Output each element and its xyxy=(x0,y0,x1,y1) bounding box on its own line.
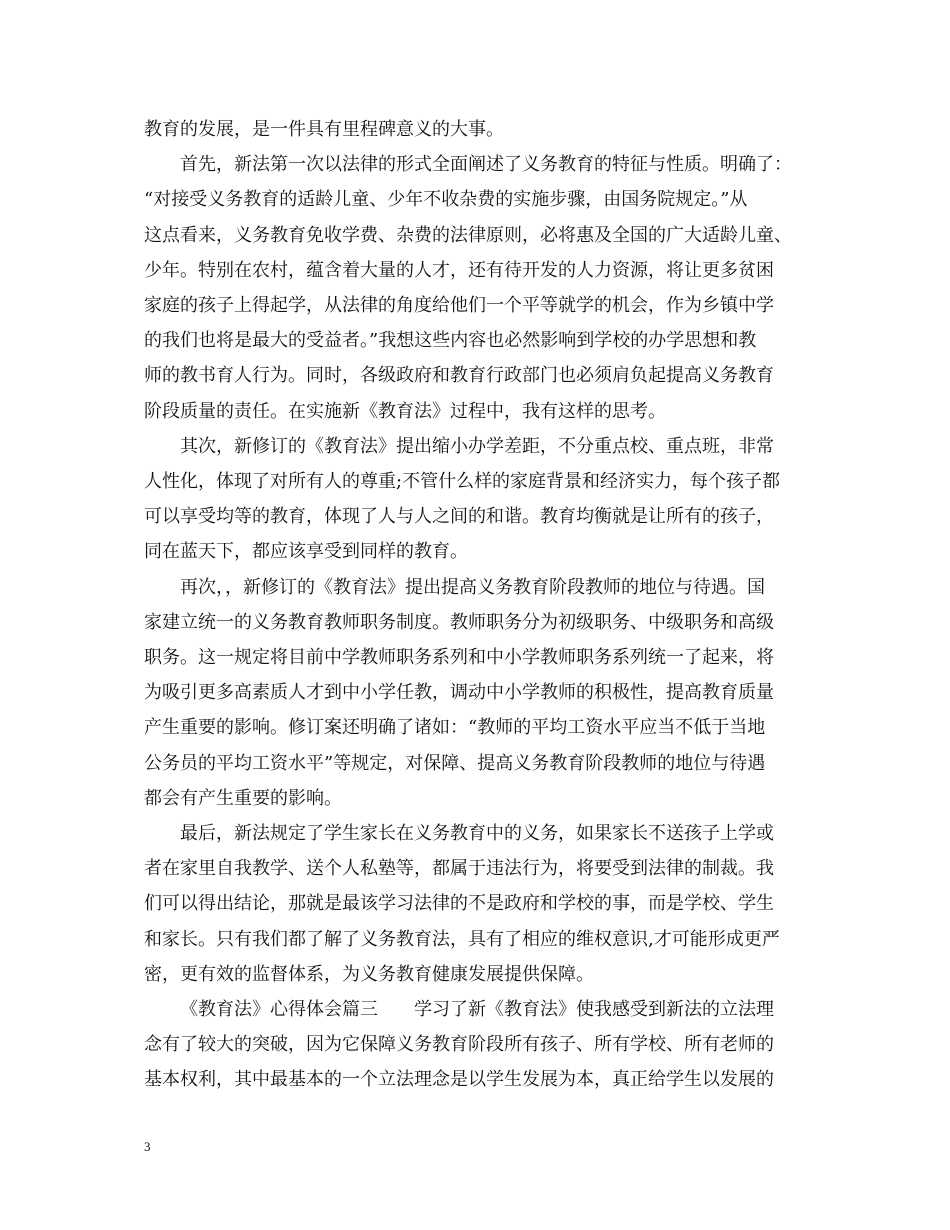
text-line: 家庭的孩子上得起学，从法律的角度给他们一个平等就学的机会，作为乡镇中学 xyxy=(144,295,774,316)
text-line: 公务员的平均工资水平”等规定，对保障、提高义务教育阶段教师的地位与待遇 xyxy=(144,753,766,774)
text-line: 最后，新法规定了学生家长在义务教育中的义务，如果家长不送孩子上学或 xyxy=(180,823,774,844)
text-line: 师的教书育人行为。同时，各级政府和教育行政部门也必须肩负起提高义务教育 xyxy=(144,365,774,386)
text-line: 职务。这一规定将目前中学教师职务系列和中小学教师职务系列统一了起来，将 xyxy=(144,647,774,668)
text-line: 再次，，新修订的《教育法》提出提高义务教育阶段教师的地位与待遇。国 xyxy=(180,577,765,598)
text-line: 首先，新法第一次以法律的形式全面阐述了义务教育的特征与性质。明确了： xyxy=(180,154,792,175)
text-line: 同在蓝天下，都应该享受到同样的教育。 xyxy=(144,541,468,562)
text-line: 都会有产生重要的影响。 xyxy=(144,788,342,809)
text-line: 念有了较大的突破，因为它保障义务教育阶段所有孩子、所有学校、所有老师的 xyxy=(144,1034,774,1055)
text-line: 人性化，体现了对所有人的尊重;不管什么样的家庭背景和经济实力，每个孩子都 xyxy=(144,471,781,492)
text-line: 者在家里自我教学、送个人私塾等，都属于违法行为，将要受到法律的制裁。我 xyxy=(144,858,774,879)
text-line: 产生重要的影响。修订案还明确了诸如：“教师的平均工资水平应当不低于当地 xyxy=(144,717,766,738)
text-line: 这点看来，义务教育免收学费、杂费的法律原则，必将惠及全国的广大适龄儿童、 xyxy=(144,225,792,246)
text-line: 和家长。只有我们都了解了义务教育法，具有了相应的维权意识,才可能形成更严 xyxy=(144,929,780,950)
text-line: 少年。特别在农村，蕴含着大量的人才，还有待开发的人力资源，将让更多贫困 xyxy=(144,260,774,281)
text-line: 教育的发展，是一件具有里程碑意义的大事。 xyxy=(144,119,504,140)
text-line: 基本权利，其中最基本的一个立法理念是以学生发展为本，真正给学生以发展的 xyxy=(144,1069,774,1090)
page-number: 3 xyxy=(144,1139,151,1154)
text-line: 其次，新修订的《教育法》提出缩小办学差距，不分重点校、重点班，非常 xyxy=(180,436,774,457)
text-line: 《教育法》心得体会篇三 学习了新《教育法》使我感受到新法的立法理 xyxy=(180,999,774,1020)
text-line: 阶段质量的责任。在实施新《教育法》过程中，我有这样的思考。 xyxy=(144,401,666,422)
text-line: “对接受义务教育的适龄儿童、少年不收杂费的实施步骤，由国务院规定。”从 xyxy=(144,189,748,210)
text-line: 家建立统一的义务教育教师职务制度。教师职务分为初级职务、中级职务和高级 xyxy=(144,612,774,633)
text-line: 为吸引更多高素质人才到中小学任教，调动中小学教师的积极性，提高教育质量 xyxy=(144,682,774,703)
text-line: 密，更有效的监督体系，为义务教育健康发展提供保障。 xyxy=(144,964,594,985)
text-line: 的我们也将是最大的受益者。”我想这些内容也必然影响到学校的办学思想和教 xyxy=(144,330,757,351)
text-line: 们可以得出结论，那就是最该学习法律的不是政府和学校的事，而是学校、学生 xyxy=(144,893,774,914)
text-line: 可以享受均等的教育，体现了人与人之间的和谐。教育均衡就是让所有的孩子， xyxy=(144,506,774,527)
